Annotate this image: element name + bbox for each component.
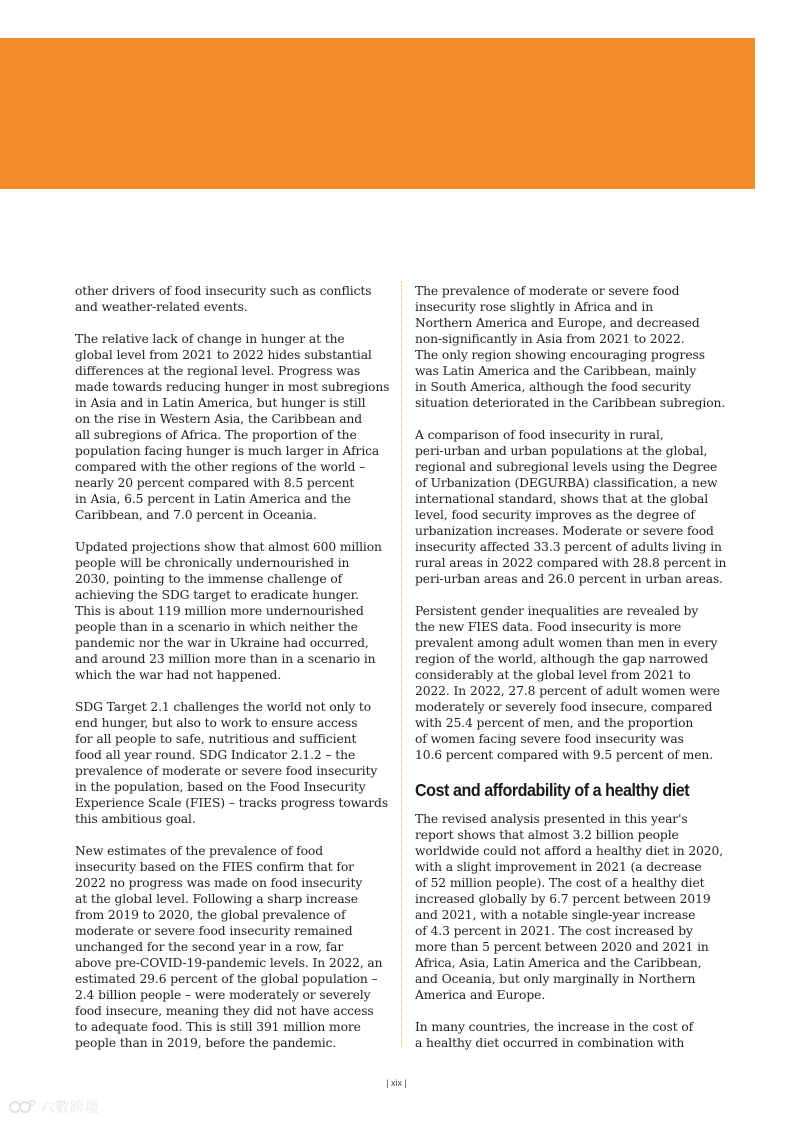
paragraph: The revised analysis presented in this year's report shows that almost 3.2 billion people worldwide could not afford a healthy diet in 2020, with a slight improvement in 2021 (a decrease of 52 million people). The cost of a healthy diet increased globally by 6.7 percent between 2019 and 2021, with a notable single-year increase of 4.3 percent in 2021. The cost increased by more than 5 percent between 2020 and 2021 in Africa, Asia, Latin America and the Caribbean, and Oceania, but only marginally in Northern America and Europe.: [415, 812, 724, 1002]
paragraph: Updated projections show that almost 600 million people will be chronically undernourished in 2030, pointing to the immense challenge of achieving the SDG target to eradicate hunger. This is about 119 million more undernourished people than in a scenario in which neither the pandemic nor the war in Ukraine had occurred, and around 23 million more than in a scenario in which the war had not happened.: [75, 540, 382, 682]
paragraph: New estimates of the prevalence of food insecurity based on the FIES confirm that for 2022 no progress was made on food insecurity at the global level. Following a sharp increase from 2019 to 2020, the global prevalence of moderate or severe food insecurity remained unchanged for the second year in a row, far above pre-COVID-19-pandemic levels. In 2022, an estimated 29.6 percent of the global population – 2.4 billion people – were moderately or severely food insecure, meaning they did not have access to adequate food. This is still 391 million more people than in 2019, before the pandemic.: [75, 844, 383, 1050]
paragraph: In many countries, the increase in the cost of a healthy diet occurred in combination with: [415, 1020, 694, 1050]
header-banner: [0, 38, 755, 189]
watermark-logo-icon: [8, 1098, 36, 1116]
page-number: | xix |: [386, 1078, 407, 1088]
paragraph: The prevalence of moderate or severe food insecurity rose slightly in Africa and in Northern America and Europe, and decreased non-significantly in Asia from 2021 to 2022. The only region showing encouraging progress was Latin America and the Caribbean, mainly in South America, although the food security situation deteriorated in the Caribbean subregion.: [415, 284, 726, 410]
watermark-text: 六數跨境: [40, 1100, 100, 1116]
paragraph: other drivers of food insecurity such as conflicts and weather-related events.: [75, 284, 372, 314]
paragraph: Persistent gender inequalities are revealed by the new FIES data. Food insecurity is more prevalent among adult women than men in every region of the world, although the gap narrowed considerably at the global level from 2021 to 2022. In 2022, 27.8 percent of adult women were moderately or severely food insecure, compared with 25.4 percent of men, and the proportion of women facing severe food insecurity was 10.6 percent compared with 9.5 percent of men.: [415, 604, 720, 762]
paragraph: A comparison of food insecurity in rural, peri-urban and urban populations at the global, regional and subregional levels using the Degree of Urbanization (DEGURBA) classification, a new international standard, shows that at the global level, food security improves as the degree of urbanization increases. Moderate or severe food insecurity affected 33.3 percent of adults living in rural areas in 2022 compared with 28.8 percent in peri-urban areas and 26.0 percent in urban areas.: [415, 428, 727, 586]
watermark: [8, 1097, 100, 1117]
paragraph: SDG Target 2.1 challenges the world not only to end hunger, but also to work to ensure access for all people to safe, nutritious and sufficient food all year round. SDG Indicator 2.1.2 – the prevalence of moderate or severe food insecurity in the population, based on the Food Insecurity Experience Scale (FIES) – tracks progress towards this ambitious goal.: [75, 700, 389, 826]
column-divider: [401, 281, 402, 1047]
section-heading: Cost and affordability of a healthy diet: [415, 780, 690, 800]
right-column: [415, 283, 731, 1067]
left-column: [75, 283, 393, 1067]
paragraph: The relative lack of change in hunger at the global level from 2021 to 2022 hides substantial differences at the regional level. Progress was made towards reducing hunger in most subregions in Asia and in Latin America, but hunger is still on the rise in Western Asia, the Caribbean and all subregions of Africa. The proportion of the population facing hunger is much larger in Africa compared with the other regions of the world – nearly 20 percent compared with 8.5 percent in Asia, 6.5 percent in Latin America and the Caribbean, and 7.0 percent in Oceania.: [75, 332, 390, 522]
